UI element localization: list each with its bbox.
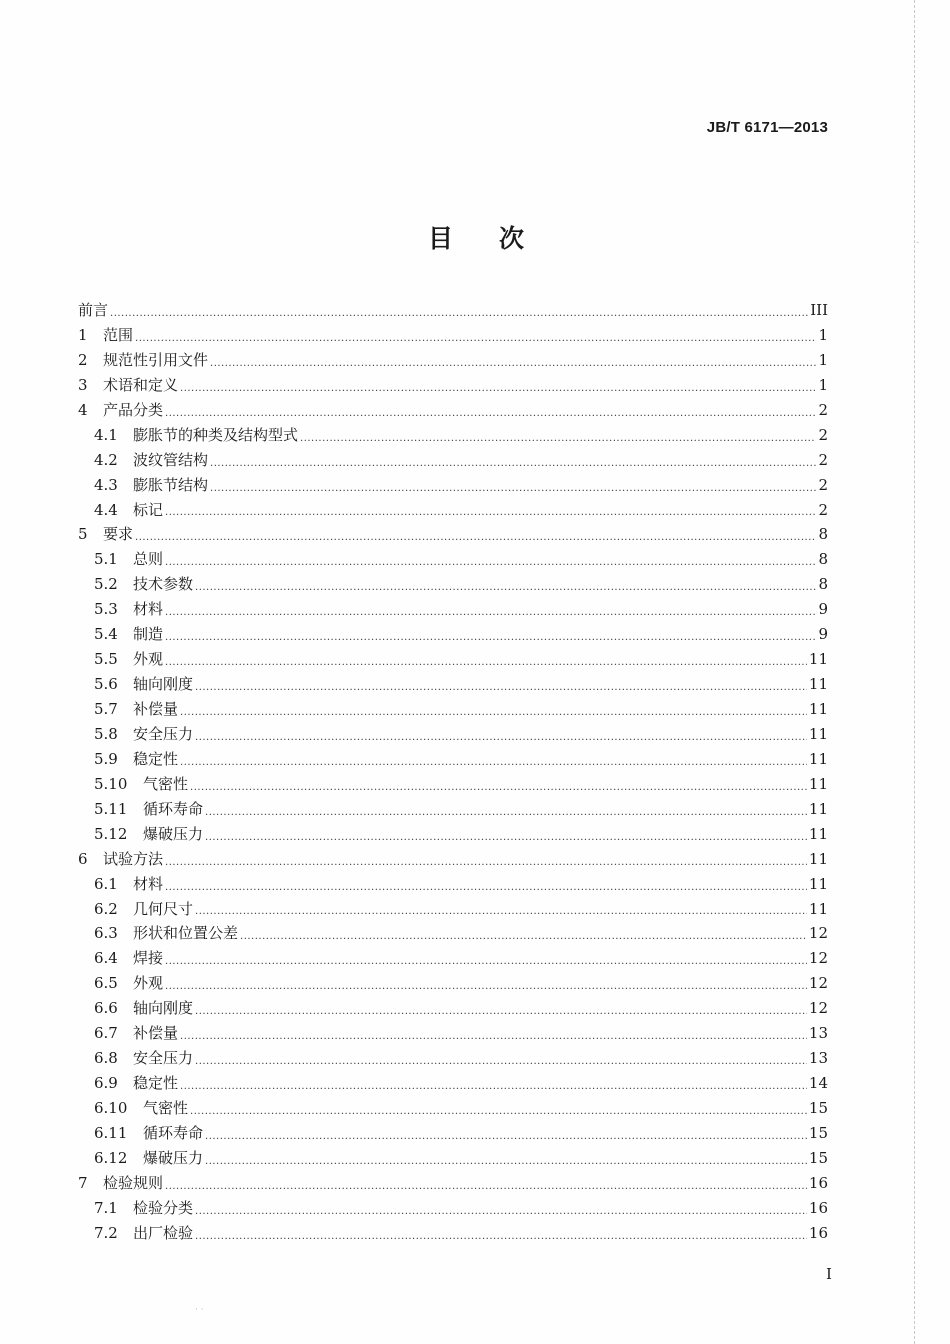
toc-leader-dots [180,380,816,398]
toc-entry-page: 12 [808,974,828,993]
toc-leader-dots [190,1103,807,1121]
toc-entry-page: 15 [808,1148,828,1167]
toc-entry-number: 6.2 [94,899,118,918]
toc-leader-dots [195,1053,807,1071]
toc-entry-label: 补偿量 [133,1024,179,1043]
toc-entry-page: 11 [808,675,828,694]
toc-entry[interactable] [78,522,828,547]
toc-entry-label: 几何尺寸 [133,899,194,918]
toc-entry[interactable] [78,1046,828,1071]
toc-entry-number: 4.2 [94,450,118,469]
toc-entry[interactable] [78,722,828,747]
toc-entry-page: 11 [808,899,828,918]
toc-leader-dots [240,928,807,946]
toc-entry-label: 产品分类 [103,400,164,419]
toc-entry-label: 总则 [133,550,164,569]
toc-entry-page: 2 [818,475,828,494]
toc-entry-page: 11 [808,849,828,868]
toc-entry[interactable] [78,672,828,697]
toc-entry[interactable] [78,1146,828,1171]
toc-entry-page: 2 [818,500,828,519]
scan-edge-line [914,0,916,1344]
toc-entry-number: 6.5 [94,974,118,993]
toc-entry-number: 5.1 [94,550,118,569]
toc-entry-label: 材料 [133,600,164,619]
toc-entry-page: 13 [808,1049,828,1068]
toc-entry-label: 气密性 [143,774,189,793]
toc-entry-label: 制造 [133,625,164,644]
toc-leader-dots [195,903,807,921]
toc-leader-dots [195,1003,807,1021]
toc-entry[interactable] [78,897,828,922]
toc-entry-page: 14 [808,1074,828,1093]
toc-leader-dots [165,953,807,971]
toc-entry-number: 4.1 [94,425,118,444]
toc-entry-page: 12 [808,949,828,968]
toc-entry-number: 5.3 [94,600,118,619]
toc-entry-label: 爆破压力 [143,1148,204,1167]
toc-entry-page: 11 [808,724,828,743]
toc-entry-label: 材料 [133,874,164,893]
toc-entry-page: 16 [808,1173,828,1192]
toc-leader-dots [165,604,816,622]
toc-leader-dots [180,704,807,722]
toc-entry-label: 规范性引用文件 [103,350,209,369]
toc-leader-dots [135,529,816,547]
toc-entry-page: 11 [808,774,828,793]
toc-entry[interactable] [78,647,828,672]
toc-entry-page: 2 [818,400,828,419]
toc-entry-number: 5.12 [94,824,128,843]
toc-entry-label: 检验分类 [133,1198,194,1217]
toc-entry-number: 7 [78,1173,88,1192]
toc-entry-number: 6.9 [94,1074,118,1093]
toc-entry-label: 出厂检验 [133,1223,194,1242]
toc-entry[interactable] [78,547,828,572]
toc-entry[interactable] [78,1171,828,1196]
toc-entry[interactable] [78,1221,828,1246]
toc-entry-page: 12 [808,999,828,1018]
toc-entry-number: 6.12 [94,1148,128,1167]
toc-entry-page: 12 [808,924,828,943]
toc-entry-label: 焊接 [133,949,164,968]
toc-entry-label: 标记 [133,500,164,519]
toc-entry[interactable] [78,1096,828,1121]
toc-entry[interactable] [78,622,828,647]
toc-entry-number: 5.7 [94,700,118,718]
toc-entry-page: 11 [808,650,828,669]
toc-entry[interactable] [78,872,828,897]
toc-entry-page: 9 [818,625,828,644]
toc-entry-page: 11 [808,799,828,818]
toc-entry-number: 6.6 [94,999,118,1018]
toc-leader-dots [195,1228,807,1246]
toc-leader-dots [165,1178,807,1196]
toc-entry-label: 补偿量 [133,700,179,718]
toc-entry-label: 膨胀节的种类及结构型式 [133,425,299,444]
toc-entry[interactable] [78,772,828,797]
toc-leader-dots [110,305,808,323]
toc-entry-number: 5.8 [94,724,118,743]
toc-entry-label: 要求 [103,525,134,544]
toc-entry[interactable] [78,971,828,996]
toc-entry-label: 循环寿命 [143,799,204,818]
toc-entry-page: III [810,301,828,319]
toc-leader-dots [165,978,807,996]
toc-entry-page: 8 [818,525,828,544]
toc-entry-label: 试验方法 [103,849,164,868]
toc-entry-label: 技术参数 [133,575,194,594]
toc-entry-number: 6.8 [94,1049,118,1068]
page-title: 目次 [427,224,570,253]
toc-leader-dots [135,330,816,348]
toc-entry-number: 3 [78,375,88,394]
toc-entry[interactable] [78,697,828,722]
toc-entry-number: 5.2 [94,575,118,594]
toc-leader-dots [165,629,816,647]
toc-entry-number: 4.3 [94,475,118,494]
toc-entry-page: 15 [808,1099,828,1117]
toc-entry[interactable] [78,572,828,597]
toc-entry-page: 2 [818,450,828,469]
toc-entry[interactable] [78,797,828,822]
toc-entry[interactable] [78,597,828,622]
toc-entry[interactable] [78,847,828,872]
toc-entry-label: 爆破压力 [143,824,204,843]
page-number: I [826,1265,832,1283]
toc-entry-page: 16 [808,1223,828,1242]
toc-entry-number: 6.3 [94,924,118,943]
toc-entry-number: 2 [78,350,88,369]
toc-entry-page: 1 [818,325,828,344]
toc-entry-label: 范围 [103,325,134,344]
toc-leader-dots [165,554,816,572]
toc-leader-dots [300,430,816,448]
toc-leader-dots [165,879,807,897]
toc-entry-label: 形状和位置公差 [133,924,239,943]
toc-entry-label: 气密性 [143,1099,189,1117]
toc-entry-page: 11 [808,700,828,718]
toc-entry-number: 6.4 [94,949,118,968]
toc-entry-label: 外观 [133,650,164,669]
toc-entry-number: 6 [78,849,88,868]
toc-entry-number: 5.9 [94,749,118,768]
toc-entry-page: 15 [808,1123,828,1142]
toc-entry-label: 稳定性 [133,1074,179,1093]
toc-entry[interactable] [78,348,828,373]
toc-leader-dots [205,804,807,822]
toc-leader-dots [165,854,807,872]
toc-entry-number: 6.10 [94,1099,128,1117]
toc-entry-number: 5.10 [94,774,128,793]
toc-entry-label: 稳定性 [133,749,179,768]
toc-entry-number: 6.11 [94,1123,128,1142]
toc-entry[interactable] [78,423,828,448]
toc-leader-dots [195,679,807,697]
scan-tick: - [916,238,920,248]
toc-entry-label: 轴向刚度 [133,675,194,694]
toc-entry-number: 5.11 [94,799,128,818]
toc-entry-page: 1 [818,350,828,369]
toc-entry-page: 11 [808,874,828,893]
toc-entry-page: 13 [808,1024,828,1043]
toc-entry-number: 1 [78,325,88,344]
toc-entry-page: 8 [818,550,828,569]
toc-leader-dots [205,1153,807,1171]
toc-entry-page: 1 [818,375,828,394]
toc-leader-dots [180,754,807,772]
toc-entry-label: 波纹管结构 [133,450,209,469]
toc-entry-number: 7.2 [94,1223,118,1242]
toc-entry-page: 11 [808,824,828,843]
toc-entry-page: 16 [808,1198,828,1217]
toc-entry[interactable] [78,921,828,946]
toc-entry[interactable] [78,1196,828,1221]
toc-leader-dots [180,1078,807,1096]
toc-entry-label: 检验规则 [103,1173,164,1192]
toc-leader-dots [210,480,816,498]
toc-entry[interactable] [78,1021,828,1046]
toc-entry[interactable] [78,373,828,398]
scan-speck: · · [195,1305,204,1315]
toc-entry-label: 术语和定义 [103,375,179,394]
toc-entry[interactable] [78,473,828,498]
toc-entry-number: 4.4 [94,500,118,519]
table-of-contents [78,298,828,1246]
toc-entry[interactable] [78,498,828,523]
toc-entry-number: 5.4 [94,625,118,644]
toc-entry[interactable] [78,996,828,1021]
toc-leader-dots [165,504,816,522]
toc-leader-dots [190,779,807,797]
toc-leader-dots [195,729,807,747]
toc-entry[interactable] [78,1071,828,1096]
toc-leader-dots [165,654,807,672]
toc-entry[interactable] [78,448,828,473]
toc-entry-label: 安全压力 [133,1049,194,1068]
toc-entry-number: 5 [78,525,88,544]
toc-entry-number: 6.7 [94,1024,118,1043]
toc-entry-number: 7.1 [94,1198,118,1217]
toc-entry[interactable] [78,822,828,847]
toc-entry[interactable] [78,747,828,772]
toc-entry-label: 前言 [78,301,109,319]
toc-entry-label: 安全压力 [133,724,194,743]
toc-entry-number: 5.5 [94,650,118,669]
toc-entry-label: 膨胀节结构 [133,475,209,494]
toc-entry-number: 4 [78,400,88,419]
toc-entry[interactable] [78,1121,828,1146]
toc-entry-number: 5.6 [94,675,118,694]
toc-leader-dots [210,455,816,473]
toc-leader-dots [165,405,816,423]
toc-leader-dots [205,1128,807,1146]
toc-entry[interactable] [78,398,828,423]
toc-entry[interactable] [78,298,828,323]
toc-entry[interactable] [78,323,828,348]
toc-entry-page: 8 [818,575,828,594]
toc-leader-dots [205,829,807,847]
toc-entry-label: 轴向刚度 [133,999,194,1018]
toc-entry[interactable] [78,946,828,971]
toc-leader-dots [180,1028,807,1046]
toc-entry-page: 11 [808,749,828,768]
toc-leader-dots [195,1203,807,1221]
toc-entry-label: 外观 [133,974,164,993]
toc-entry-number: 6.1 [94,874,118,893]
toc-entry-label: 循环寿命 [143,1123,204,1142]
toc-leader-dots [210,355,816,373]
toc-entry-page: 2 [818,425,828,444]
toc-entry-page: 9 [818,600,828,619]
toc-leader-dots [195,579,816,597]
document-code: JB/T 6171—2013 [706,119,828,136]
